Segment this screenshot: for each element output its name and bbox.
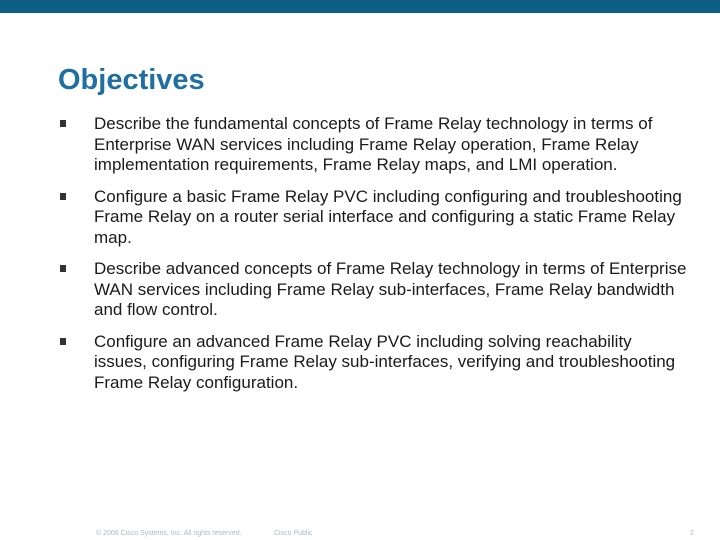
list-item [58,259,688,321]
footer-copyright: © 2006 Cisco Systems, Inc. All rights reserved. [96,530,242,537]
objectives-list [58,114,688,404]
top-accent-bar [0,0,720,13]
slide-title: Objectives [58,64,205,96]
bullet-text: Describe the fundamental concepts of Frame Relay technology in terms of Enterprise WAN services including Frame Relay operation, Frame Relay implementation requirements, Frame Relay maps, and LMI operation. [94,114,653,174]
bullet-text: Configure an advanced Frame Relay PVC including solving reachability issues, configuring Frame Relay sub-interfaces, verifying and troubleshooting Frame Relay configuration. [94,331,676,392]
list-item [58,114,688,176]
page-number: 2 [690,530,694,537]
square-bullet-icon [60,265,66,272]
list-item [58,332,688,394]
square-bullet-icon [60,120,66,127]
footer-classification: Cisco Public [274,530,313,537]
bullet-text: Configure a basic Frame Relay PVC including configuring and troubleshooting Frame Relay on a router serial interface and configuring a static Frame Relay map. [94,186,682,247]
square-bullet-icon [60,193,66,200]
bullet-text: Describe advanced concepts of Frame Relay technology in terms of Enterprise WAN services including Frame Relay sub-interfaces, Frame Relay bandwidth and flow control. [94,259,687,319]
square-bullet-icon [60,338,66,345]
list-item [58,187,688,249]
